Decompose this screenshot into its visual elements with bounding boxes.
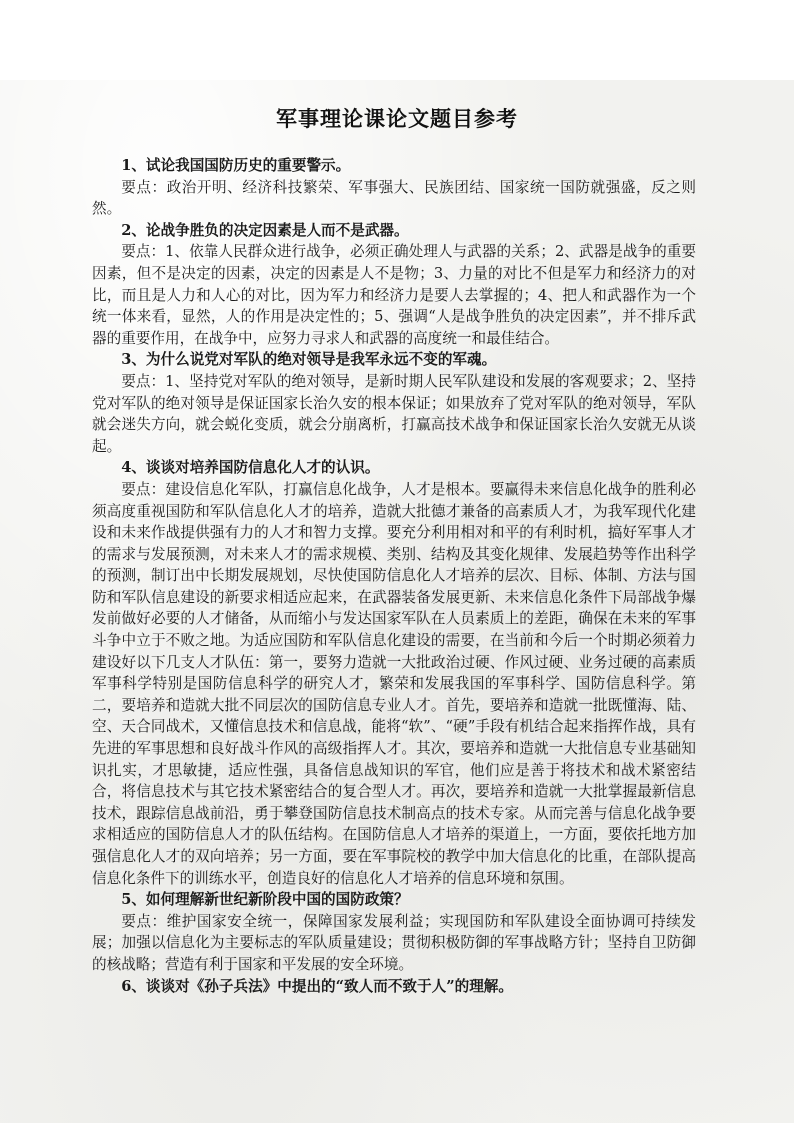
question-5 bbox=[92, 889, 696, 975]
question-1 bbox=[92, 155, 696, 220]
question-key-points: 要点：政治开明、经济科技繁荣、军事强大、民族团结、国家统一国防就强盛，反之则然。 bbox=[92, 178, 696, 218]
question-title: 4、谈谈对培养国防信息化人才的认识。 bbox=[121, 459, 380, 477]
question-title: 3、为什么说党对军队的绝对领导是我军永远不变的军魂。 bbox=[121, 351, 497, 369]
question-title: 1、试论我国国防历史的重要警示。 bbox=[121, 157, 351, 174]
question-key-points: 要点：1、依靠人民群众进行战争，必须正确处理人与武器的关系；2、武器是战争的重要因素，但不是决定的因素，决定的因素是人不是物；3、力量的对比不但是军力和经济力的对比，而且是人力和人心的对比，因为军力和经济力是要人去掌握的；4、把人和武器作为一个统一体来看，显然，人的作用是决定性的；5、强调“人是战争胜负的决定因素”，并不排斥武器的重要作用，在战争中，应努力寻求人和武器的高度统一和最佳结合。 bbox=[92, 243, 696, 347]
question-title: 6、谈谈对《孙子兵法》中提出的“致人而不致于人”的理解。 bbox=[121, 977, 513, 995]
question-4 bbox=[92, 457, 696, 889]
question-6 bbox=[92, 976, 696, 998]
question-key-points: 要点：1、坚持党对军队的绝对领导，是新时期人民军队建设和发展的客观要求；2、坚持党对军队的绝对领导是保证国家长治久安的根本保证；如果放弃了党对军队的绝对领导，军队就会迷失方向，就会蜕化变质，就会分崩离析，打赢高技术战争和保证国家长治久安就无从谈起。 bbox=[92, 372, 696, 455]
question-title: 2、论战争胜负的决定因素是人而不是武器。 bbox=[121, 221, 409, 239]
question-3 bbox=[92, 349, 696, 457]
document-body bbox=[92, 155, 696, 997]
question-2 bbox=[92, 220, 696, 350]
question-title: 5、如何理解新世纪新阶段中国的国防政策？ bbox=[121, 891, 409, 909]
question-key-points: 要点：建设信息化军队，打赢信息化战争，人才是根本。要赢得未来信息化战争的胜利必须高度重视国防和军队信息化人才的培养，造就大批德才兼备的高素质人才，为我军现代化建设和未来作战提供强有力的人才和智力支撑。要充分利用相对和平的有利时机，搞好军事人才的需求与发展预测，对未来人才的需求规模、类别、结构及其变化规律、发展趋势等作出科学的预测，制订出中长期发展规划，尽快使国防信息化人才培养的层次、目标、体制、方法与国防和军队信息建设的新要求相适应起来，在武器装备发展更新、未来信息化条件下局部战争爆发前做好必要的人才储备，从而缩小与发达国家军队在人员素质上的差距，确保在未来的军事斗争中立于不败之地。为适应国防和军队信息化建设的需要，在当前和今后一个时期必须着力建设好以下几支人才队伍：第一，要努力造就一大批政治过硬、作风过硬、业务过硬的高素质军事科学特别是国防信息科学的研究人才，繁荣和发展我国的军事科学、国防信息科学。第二，要培养和造就大批不同层次的国防信息专业人才。首先，要培养和造就一批既懂海、陆、空、天合同战术，又懂信息技术和信息战，能将“软”、“硬”手段有机结合起来指挥作战，具有先进的军事思想和良好战斗作风的高级指挥人才。其次，要培养和造就一大批信息专业基础知识扎实，才思敏捷，适应性强，具备信息战知识的军官，他们应是善于将技术和战术紧密结合，将信息技术与其它技术紧密结合的复合型人才。再次，要培养和造就一大批掌握最新信息技术，跟踪信息战前沿，勇于攀登国防信息技术制高点的技术专家。从而完善与信息化战争要求相适应的国防信息人才的队伍结构。在国防信息人才培养的渠道上，一方面，要依托地方加强信息化人才的双向培养；另一方面，要在军事院校的教学中加大信息化的比重，在部队提高信息化条件下的训练水平，创造良好的信息化人才培养的信息环境和氛围。 bbox=[92, 480, 696, 887]
question-key-points: 要点：维护国家安全统一，保障国家发展利益；实现国防和军队建设全面协调可持续发展；加强以信息化为主要标志的军队质量建设；贯彻积极防御的军事战略方针；坚持自卫防御的核战略；营造有利于国家和平发展的安全环境。 bbox=[92, 912, 696, 973]
document-title: 军事理论课论文题目参考 bbox=[276, 106, 518, 131]
